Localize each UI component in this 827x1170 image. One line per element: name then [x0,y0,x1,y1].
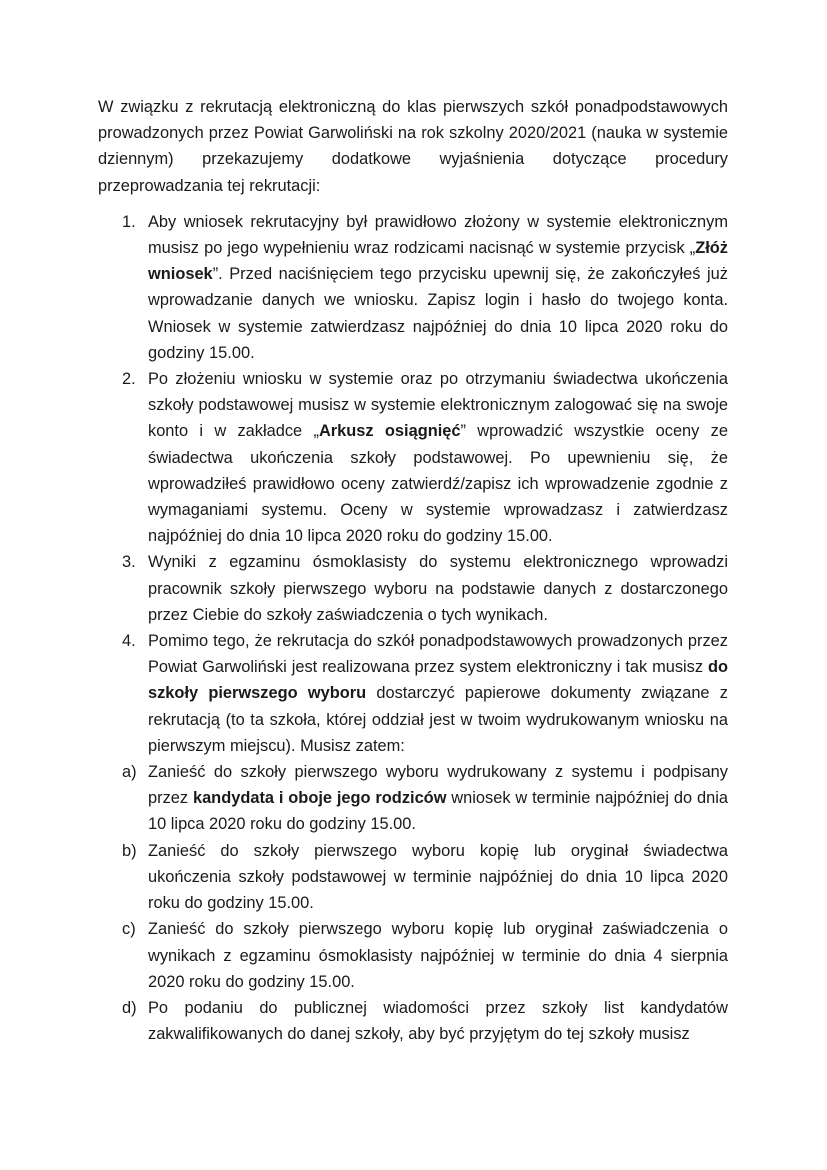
numbered-item: 4. Pomimo tego, że rekrutacja do szkół ponadpodstawowych prowadzonych przez Powiat Garwoliński jest realizowana przez system elektroniczny i tak musisz do szkoły pierwszego wyboru dostarczyć papierowe dokumenty związane z rekrutacją (to ta szkoła, której oddział jest w twoim wydrukowanym wniosku na pierwszym miejscu). Musisz zatem: [98,628,728,759]
lettered-item: c) Zanieść do szkoły pierwszego wyboru kopię lub oryginał zaświadczenia o wynikach z egzaminu ósmoklasisty najpóźniej w terminie do dnia 4 sierpnia 2020 roku do godziny 15.00. [98,916,728,995]
intro-paragraph: W związku z rekrutacją elektroniczną do klas pierwszych szkół ponadpodstawowych prowadzonych przez Powiat Garwoliński na rok szkolny 2020/2021 (nauka w systemie dziennym) przekazujemy dodatkowe wyjaśnienia dotyczące procedury przeprowadzania tej rekrutacji: [98,98,728,195]
item-marker: 1. [122,212,136,231]
numbered-list [98,209,728,759]
item-marker: a) [122,763,137,782]
item-marker: 3. [122,553,136,572]
document-page [98,94,728,1047]
item-marker: b) [122,841,137,860]
lettered-item: b) Zanieść do szkoły pierwszego wyboru kopię lub oryginał świadectwa ukończenia szkoły podstawowej w terminie najpóźniej do dnia 10 lipca 2020 roku do godziny 15.00. [98,838,728,917]
numbered-item: 1. Aby wniosek rekrutacyjny był prawidłowo złożony w systemie elektronicznym musisz po jego wypełnieniu wraz rodzicami nacisnąć w systemie przycisk „Złóż wniosek”. Przed naciśnięciem tego przycisku upewnij się, że zakończyłeś już wprowadzanie danych we wniosku. Zapisz login i hasło do twojego konta. Wniosek w systemie zatwierdzasz najpóźniej do dnia 10 lipca 2020 roku do godziny 15.00. [98,209,728,366]
lettered-list [98,759,728,1047]
lettered-item: a) Zanieść do szkoły pierwszego wyboru wydrukowany z systemu i podpisany przez kandydata i oboje jego rodziców wniosek w terminie najpóźniej do dnia 10 lipca 2020 roku do godziny 15.00. [98,759,728,838]
lettered-item: d) Po podaniu do publicznej wiadomości przez szkoły list kandydatów zakwalifikowanych do danej szkoły, aby być przyjętym do tej szkoły musisz [98,995,728,1047]
item-marker: d) [122,998,137,1017]
item-marker: c) [122,920,136,939]
numbered-item: 2. Po złożeniu wniosku w systemie oraz po otrzymaniu świadectwa ukończenia szkoły podstawowej musisz w systemie elektronicznym zalogować się na swoje konto i w zakładce „Arkusz osiągnięć” wprowadzić wszystkie oceny ze świadectwa ukończenia szkoły podstawowej. Po upewnieniu się, że wprowadziłeś prawidłowo oceny zatwierdź/zapisz ich wprowadzenie zgodnie z wymaganiami systemu. Oceny w systemie wprowadzasz i zatwierdzasz najpóźniej do dnia 10 lipca 2020 roku do godziny 15.00. [98,366,728,549]
item-marker: 2. [122,370,136,389]
item-marker: 4. [122,632,136,651]
numbered-item: 3. Wyniki z egzaminu ósmoklasisty do systemu elektronicznego wprowadzi pracownik szkoły pierwszego wyboru na podstawie danych z dostarczonego przez Ciebie do szkoły zaświadczenia o tych wynikach. [98,549,728,628]
